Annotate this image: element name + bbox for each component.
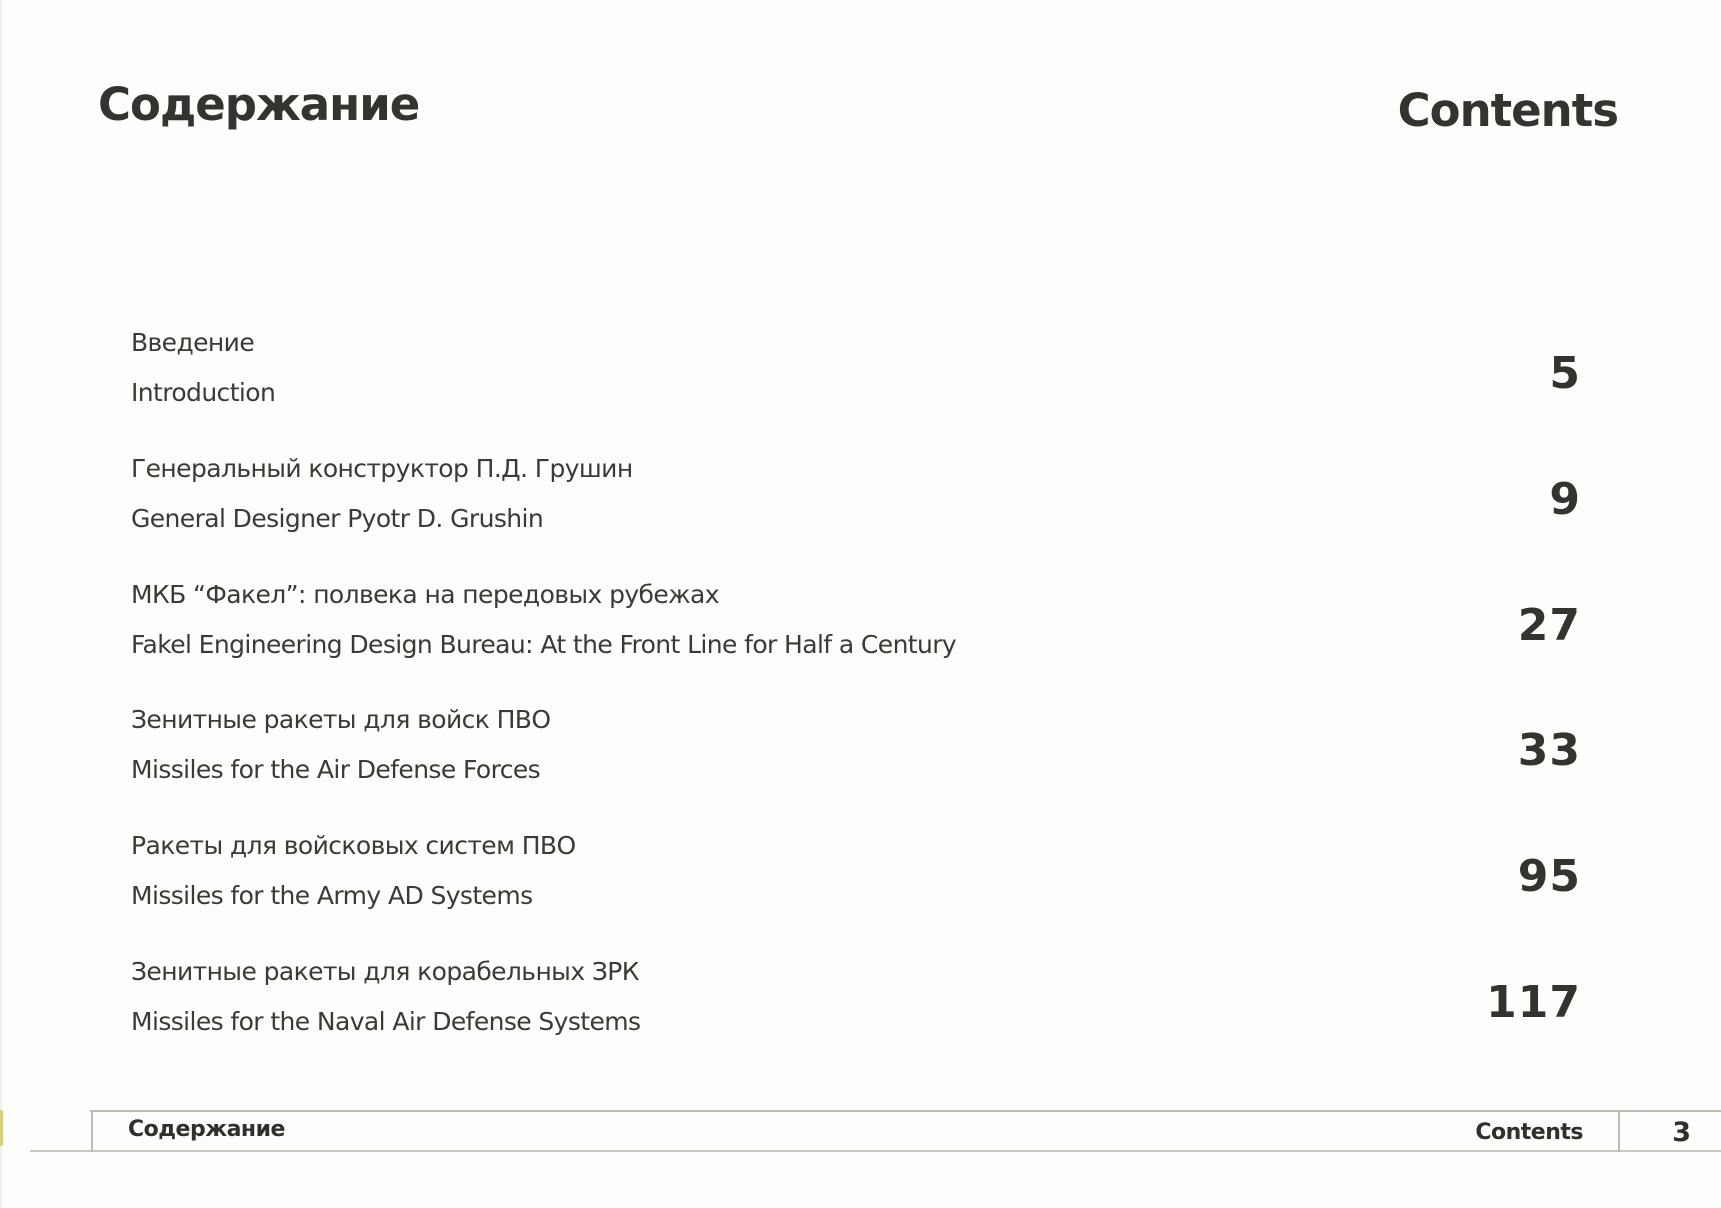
footer-edge-mark [0, 1110, 3, 1146]
toc-entry-page-number: 5 [1549, 348, 1581, 399]
page-title-russian: Содержание [98, 78, 420, 131]
footer-page-number: 3 [1672, 1117, 1691, 1148]
toc-entry-title-russian: Зенитные ракеты для корабельных ЗРК [131, 957, 639, 986]
toc-entry-title-english: Missiles for the Naval Air Defense Systems [131, 1007, 641, 1036]
footer-rule-bottom [30, 1150, 1721, 1152]
footer-divider-left [91, 1110, 93, 1152]
footer-section-label-english: Contents [1475, 1120, 1583, 1145]
page-title-english: Contents [1397, 84, 1618, 137]
toc-entry-introduction[interactable] [0, 328, 1721, 448]
toc-entry-page-number: 117 [1486, 977, 1581, 1028]
toc-entry-page-number: 27 [1517, 600, 1581, 651]
toc-entry-page-number: 33 [1517, 725, 1581, 776]
toc-entry-title-english: Fakel Engineering Design Bureau: At the Front Line for Half a Century [131, 630, 957, 659]
footer-section-label-russian: Содержание [128, 1117, 285, 1142]
toc-entry-title-english: Missiles for the Air Defense Forces [131, 755, 541, 784]
toc-entry-title-russian: Генеральный конструктор П.Д. Грушин [131, 454, 633, 483]
footer-divider-right [1618, 1110, 1620, 1152]
toc-entry-page-number: 9 [1549, 474, 1581, 525]
toc-entry-title-russian: МКБ “Факел”: полвека на передовых рубежах [131, 580, 719, 609]
toc-entry-general-designer[interactable] [0, 454, 1721, 574]
toc-entry-title-russian: Ракеты для войсковых систем ПВО [131, 831, 576, 860]
toc-entry-naval-systems[interactable] [0, 957, 1721, 1077]
toc-entry-title-english: Missiles for the Army AD Systems [131, 881, 533, 910]
toc-entry-air-defense-forces[interactable] [0, 705, 1721, 825]
footer-rule-top [90, 1110, 1721, 1112]
toc-entry-fakel-bureau[interactable] [0, 580, 1721, 700]
toc-entry-title-russian: Зенитные ракеты для войск ПВО [131, 705, 551, 734]
running-footer [0, 1110, 1721, 1152]
toc-entry-page-number: 95 [1517, 851, 1581, 902]
toc-entry-title-russian: Введение [131, 328, 255, 357]
toc-entry-title-english: General Designer Pyotr D. Grushin [131, 504, 544, 533]
toc-entry-army-ad-systems[interactable] [0, 831, 1721, 951]
toc-entry-title-english: Introduction [131, 378, 276, 407]
